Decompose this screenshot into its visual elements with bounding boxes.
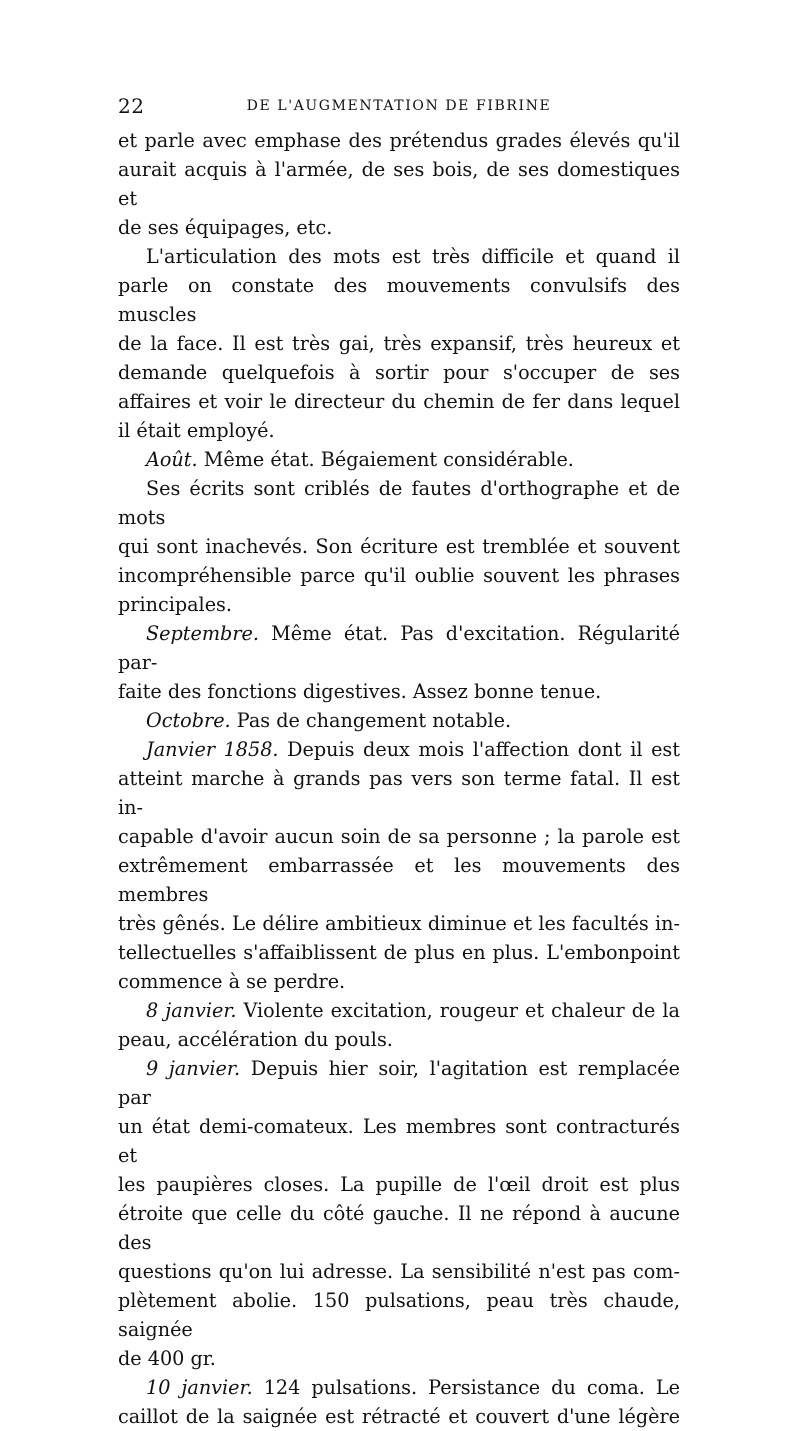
text-line: questions qu'on lui adresse. La sensibilité n'est pas com- xyxy=(118,1260,680,1283)
text-line xyxy=(118,996,680,1025)
text-line: il était employé. xyxy=(118,419,275,442)
text-line: très gênés. Le délire ambitieux diminue et les facultés in- xyxy=(118,912,680,935)
entry-text: Violente excitation, rougeur et chaleur de la xyxy=(243,999,680,1022)
entry-text: Depuis deux mois l'affection dont il est xyxy=(287,738,680,761)
text-line xyxy=(118,706,680,735)
text-line: principales. xyxy=(118,593,232,616)
text-line: un état demi-comateux. Les membres sont contracturés et xyxy=(118,1115,680,1167)
text-line: qui sont inachevés. Son écriture est tremblée et souvent xyxy=(118,535,680,558)
date-label: Septembre. xyxy=(146,622,259,645)
date-label: Août. xyxy=(146,448,198,471)
text-line: de 400 gr. xyxy=(118,1347,216,1370)
entry-text: Pas de changement notable. xyxy=(236,709,512,732)
text-line: incompréhensible parce qu'il oublie souvent les phrases xyxy=(118,564,680,587)
text-line xyxy=(118,1054,680,1112)
date-label: 10 janvier. xyxy=(146,1376,253,1399)
entry-text: Même état. Pas d'excitation. Régularité par- xyxy=(118,622,680,674)
text-line: tellectuelles s'affaiblissent de plus en plus. L'embonpoint xyxy=(118,941,680,964)
page-number: 22 xyxy=(118,94,145,118)
text-line: aurait acquis à l'armée, de ses bois, de ses domestiques et xyxy=(118,158,680,210)
text-line: demande quelquefois à sortir pour s'occuper de ses xyxy=(118,361,680,384)
text-line: peau, accélération du pouls. xyxy=(118,1028,393,1051)
text-line: de la face. Il est très gai, très expansif, très heureux et xyxy=(118,332,680,355)
page-header xyxy=(118,94,680,118)
date-label: 8 janvier. xyxy=(146,999,237,1022)
text-line: Ses écrits sont criblés de fautes d'orthographe et de mots xyxy=(118,477,680,529)
text-line: étroite que celle du côté gauche. Il ne répond à aucune des xyxy=(118,1202,680,1254)
text-line: L'articulation des mots est très difficile et quand il xyxy=(146,245,680,268)
text-line xyxy=(118,619,680,677)
entry-text: Depuis hier soir, l'agitation est remplacée par xyxy=(118,1057,681,1109)
date-label: Octobre. xyxy=(146,709,231,732)
text-line: parle on constate des mouvements convulsifs des muscles xyxy=(118,274,680,326)
text-line: faite des fonctions digestives. Assez bonne tenue. xyxy=(118,680,602,703)
text-line: commence à se perdre. xyxy=(118,970,346,993)
text-line: les paupières closes. La pupille de l'œil droit est plus xyxy=(118,1173,680,1196)
body-text xyxy=(118,126,680,1431)
entry-text: 124 pulsations. Persistance du coma. Le xyxy=(263,1376,680,1399)
text-line xyxy=(118,1373,680,1402)
text-line: capable d'avoir aucun soin de sa personne ; la parole est xyxy=(118,825,680,848)
date-label: Janvier 1858. xyxy=(146,738,279,761)
text-line xyxy=(118,445,680,474)
date-label: 9 janvier. xyxy=(146,1057,241,1080)
text-line xyxy=(118,735,680,764)
text-line: extrêmement embarrassée et les mouvements des membres xyxy=(118,854,680,906)
text-line: et parle avec emphase des prétendus grades élevés qu'il xyxy=(118,129,680,152)
text-line: affaires et voir le directeur du chemin de fer dans lequel xyxy=(118,390,680,413)
text-line: caillot de la saignée est rétracté et couvert d'une légère xyxy=(118,1405,680,1428)
text-line: atteint marche à grands pas vers son terme fatal. Il est in- xyxy=(118,767,680,819)
text-line: de ses équipages, etc. xyxy=(118,216,333,239)
running-title: DE L'AUGMENTATION DE FIBRINE xyxy=(246,98,552,114)
text-line: plètement abolie. 150 pulsations, peau très chaude, saignée xyxy=(118,1289,680,1341)
entry-text: Même état. Bégaiement considérable. xyxy=(203,448,574,471)
